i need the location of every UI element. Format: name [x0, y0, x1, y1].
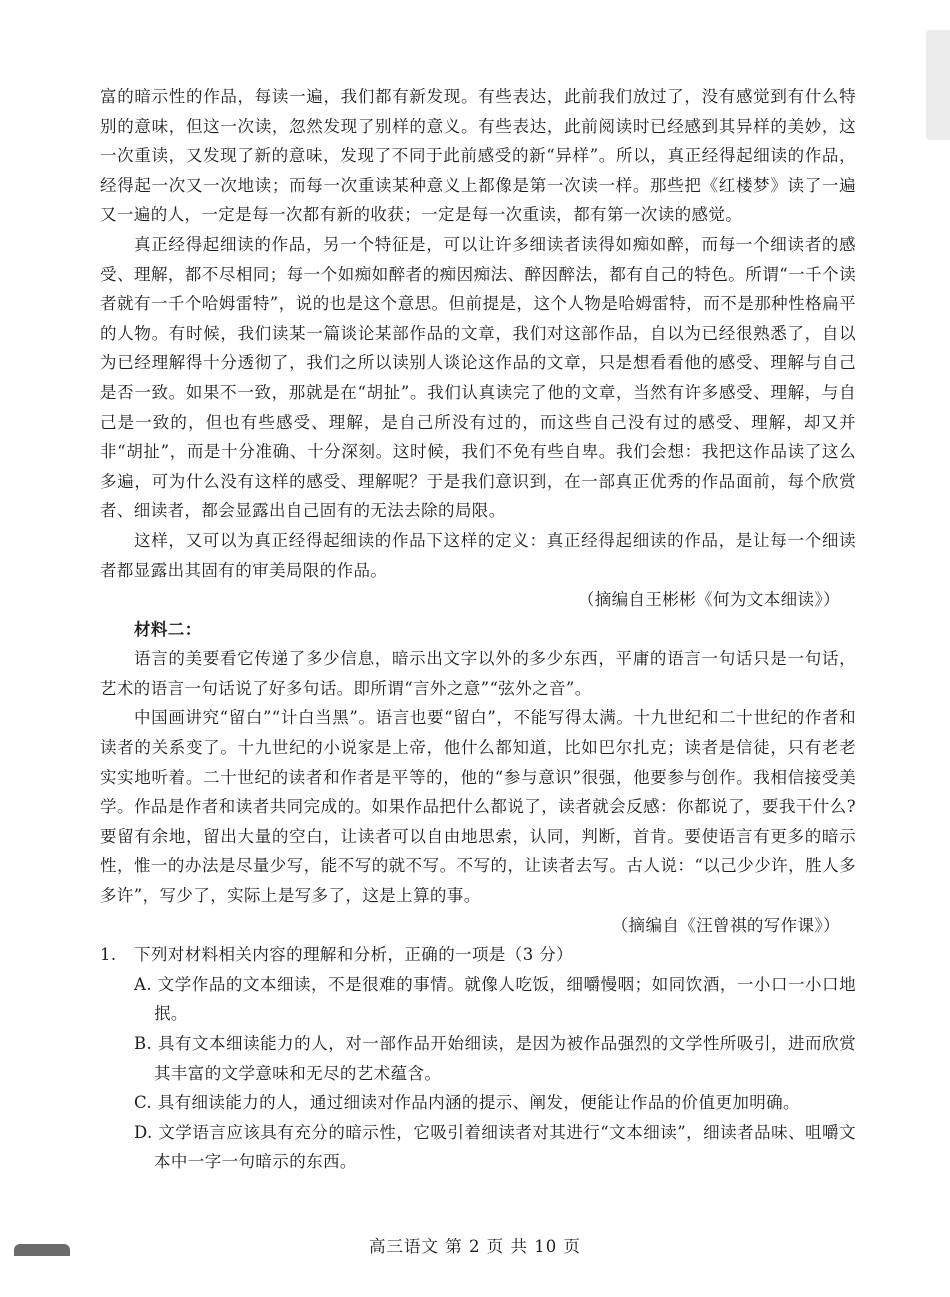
material1-paragraph-continued: 富的暗示性的作品，每读一遍，我们都有新发现。有些表达，此前我们放过了，没有感觉到有什么特别的意味，但这一次读，忽然发现了别样的意义。有些表达，此前阅读时已经感到其异样的美妙，这一次重读，又发现了新的意味，发现了不同于此前感受的新“异样”。所以，真正经得起细读的作品，经得起一次又一次地读；而每一次重读某种意义上都像是第一次读一样。那些把《红楼梦》读了一遍又一遍的人，一定是每一次都有新的收获；一定是每一次重读，都有第一次读的感觉。	[100, 87, 856, 225]
option-d[interactable]: D. 文学语言应该具有充分的暗示性，它吸引着细读者对其进行“文本细读”，细读者品味、咀嚼文本中一字一句暗示的东西。	[134, 1122, 856, 1172]
material1-source: （摘编自王彬彬《何为文本细读》）	[577, 590, 840, 610]
page-edge-shadow	[926, 30, 950, 140]
option-a[interactable]: A. 文学作品的文本细读，不是很难的事情。就像人吃饭，细嚼慢咽；如同饮酒，一小口一小口地抿。	[134, 974, 856, 1024]
material2-paragraph: 中国画讲究“留白”“计白当黑”。语言也要“留白”，不能写得太满。十九世纪和二十世纪的作者和读者的关系变了。十九世纪的小说家是上帝，他什么都知道，比如巴尔扎克；读者是信徒，只有老老实实地听着。二十世纪的读者和作者是平等的，他的“参与意识”很强，他要参与创作。我相信接受美学。作品是作者和读者共同完成的。如果作品把什么都说了，读者就会反感：你都说了，要我干什么?要留有余地，留出大量的空白，让读者可以自由地思索，认同，判断，首肯。要使语言有更多的暗示性，惟一的办法是尽量少写，能不写的就不写。不写的，让读者去写。古人说：“以己少少许，胜人多多许”，写少了，实际上是写多了，这是上算的事。	[100, 708, 856, 906]
material1-paragraph: 这样，又可以为真正经得起细读的作品下这样的定义：真正经得起细读的作品，是让每一个细读者都显露出其固有的审美局限的作品。	[100, 530, 856, 580]
material2-paragraph: 语言的美要看它传递了多少信息，暗示出文字以外的多少东西，平庸的语言一句话只是一句话，艺术的语言一句话说了好多句话。即所谓“言外之意”“弦外之音”。	[100, 649, 856, 698]
question-1	[100, 940, 856, 970]
option-b[interactable]: B. 具有文本细读能力的人，对一部作品开始细读，是因为被作品强烈的文学性所吸引，进而欣赏其丰富的文学意味和无尽的艺术蕴含。	[134, 1034, 856, 1083]
question-number: 1.	[100, 945, 117, 965]
page-footer: 高三语文 第 2 页 共 10 页	[369, 1237, 581, 1256]
material2-heading: 材料二：	[134, 619, 202, 639]
page-content	[100, 82, 856, 1177]
material2-source: （摘编自《汪曾祺的写作课》）	[611, 915, 840, 935]
material1-paragraph: 真正经得起细读的作品，另一个特征是，可以让许多细读者读得如痴如醉，而每一个细读者的感受、理解，都不尽相同；每一个如痴如醉者的痴因痴法、醉因醉法，都有自己的特色。所谓“一千个读者就有一千个哈姆雷特”，说的也是这个意思。但前提是，这个人物是哈姆雷特，而不是那种性格扁平的人物。有时候，我们读某一篇谈论某部作品的文章，我们对这部作品，自以为已经很熟悉了，自以为已经理解得十分透彻了，我们之所以读别人谈论这作品的文章，只是想看看他的感受、理解与自己是否一致。如果不一致，那就是在“胡扯”。我们认真读完了他的文章，当然有许多感受、理解，与自己是一致的，但也有些感受、理解，是自己所没有过的，而这些自己没有过的感受、理解，却又并非“胡扯”，而是十分准确、十分深刻。这时候，我们不免有些自卑。我们会想：我把这作品读了这么多遍，可为什么没有这样的感受、理解呢？于是我们意识到，在一部真正优秀的作品面前，每个欣赏者、细读者，都会显露出自己固有的无法去除的局限。	[100, 234, 856, 521]
question-stem: 下列对材料相关内容的理解和分析，正确的一项是（3 分）	[134, 945, 574, 965]
option-c[interactable]: C. 具有细读能力的人，通过细读对作品内涵的提示、阐发，便能让作品的价值更加明确。	[134, 1093, 800, 1113]
